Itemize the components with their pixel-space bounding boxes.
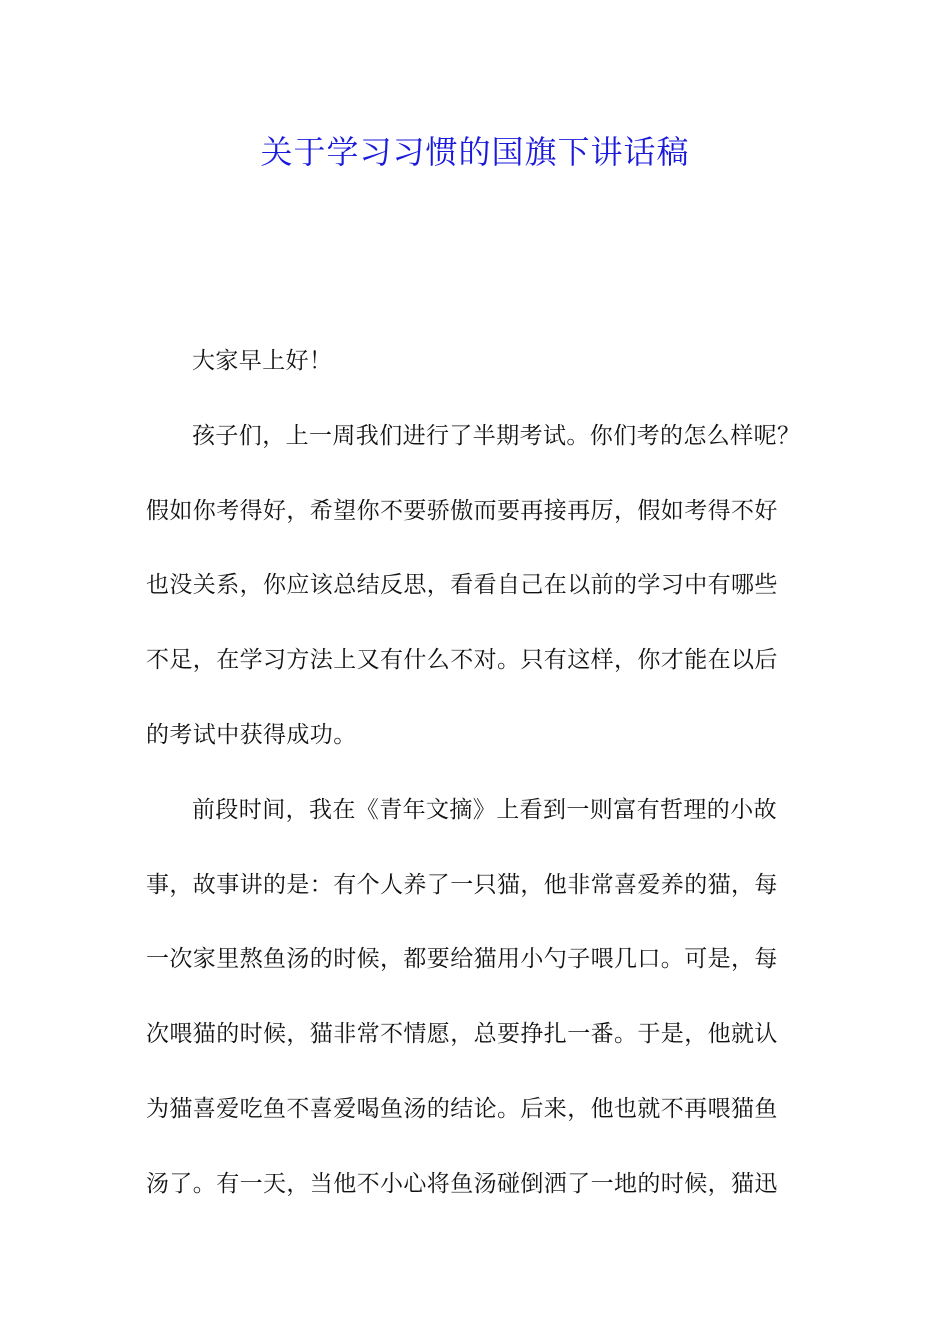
text-line-greeting: 大家早上好！ — [192, 348, 333, 374]
document-body — [146, 336, 814, 1234]
text-line: 前段时间，我在《青年文摘》上看到一则富有哲理的小故 — [192, 796, 777, 823]
text-line: 汤了。有一天，当他不小心将鱼汤碰倒洒了一地的时候，猫迅 — [146, 1170, 778, 1197]
text-line: 为猫喜爱吃鱼不喜爱喝鱼汤的结论。后来，他也就不再喂猫鱼 — [146, 1095, 778, 1122]
text-line: 事，故事讲的是：有个人养了一只猫，他非常喜爱养的猫，每 — [146, 871, 778, 898]
document-title: 关于学习习惯的国旗下讲话稿 — [260, 133, 690, 171]
text-line: 的考试中获得成功。 — [146, 721, 357, 748]
text-line: 次喂猫的时候，猫非常不情愿，总要挣扎一番。于是，他就认 — [146, 1021, 778, 1048]
text-line: 一次家里熬鱼汤的时候，都要给猫用小勺子喂几口。可是，每 — [146, 946, 778, 973]
text-line: 假如你考得好，希望你不要骄傲而要再接再厉，假如考得不好 — [146, 497, 778, 524]
text-line: 孩子们，上一周我们进行了半期考试。你们考的怎么样呢？ — [192, 422, 801, 449]
text-line: 不足，在学习方法上又有什么不对。只有这样，你才能在以后 — [146, 647, 778, 674]
text-line: 也没关系，你应该总结反思，看看自己在以前的学习中有哪些 — [146, 572, 778, 599]
